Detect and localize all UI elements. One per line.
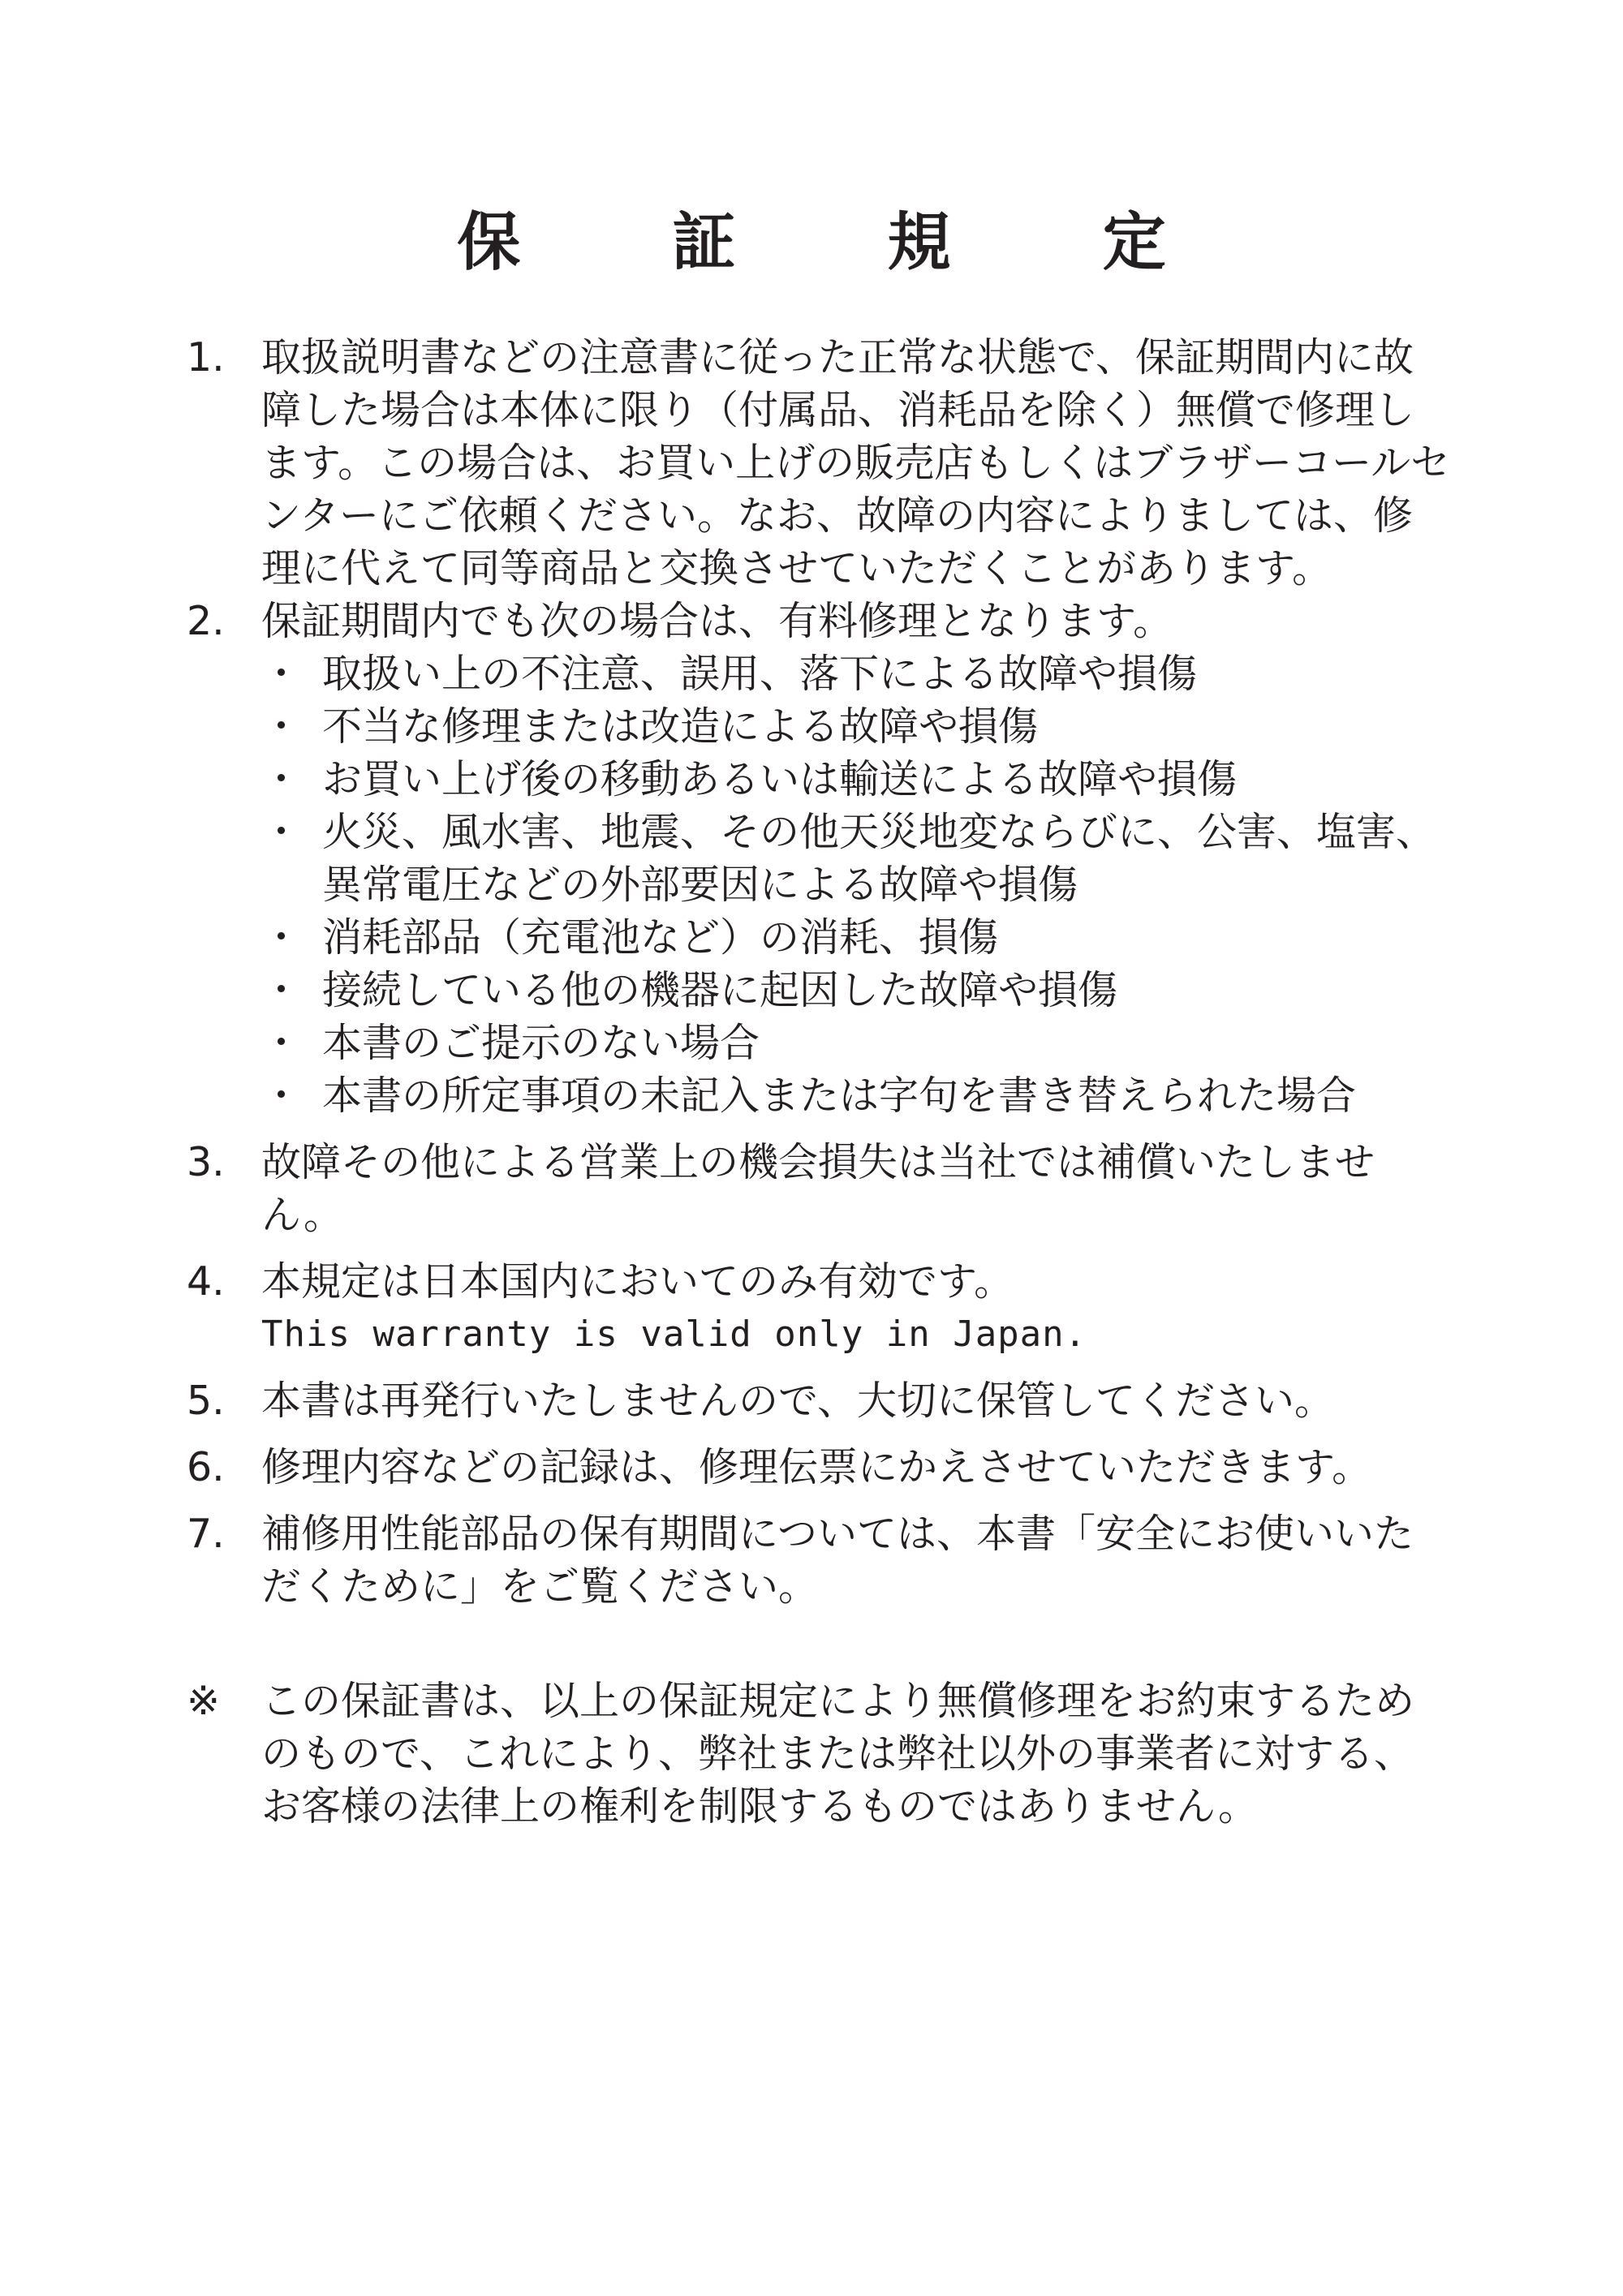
condition-text: 火災、風水害、地震、その他天災地変ならびに、公害、塩害、異常電圧などの外部要因による故障や損傷: [322, 809, 1436, 908]
condition-item: [261, 647, 1453, 700]
condition-text: お買い上げ後の移動あるいは輸送による故障や損傷: [322, 756, 1238, 802]
term-number: 1.: [187, 334, 225, 381]
term-text: 補修用性能部品の保有期間については、本書「安全にお使いいただくために」をご覧ください。: [261, 1511, 1414, 1610]
term-number: 5.: [187, 1378, 225, 1424]
term-5: [187, 1374, 1453, 1427]
condition-item: [261, 700, 1453, 753]
term-number: 2.: [187, 598, 225, 644]
condition-item: [261, 1017, 1453, 1069]
term-text: 取扱説明書などの注意書に従った正常な状態で、保証期間内に故障した場合は本体に限り（付属品、消耗品を除く）無償で修理します。この場合は、お買い上げの販売店もしくはブラザーコールセンターにご依頼ください。なお、故障の内容によりましては、修理に代えて同等商品と交換させていただくことがあります。: [261, 334, 1451, 591]
term-text: 保証期間内でも次の場合は、有料修理となります。: [261, 598, 1173, 644]
condition-text: 本書のご提示のない場合: [322, 1020, 760, 1066]
term-number: 4.: [187, 1258, 225, 1305]
condition-text: 不当な修理または改造による故障や損傷: [322, 703, 1039, 750]
condition-item: [261, 1069, 1453, 1122]
condition-item: [261, 806, 1453, 911]
term-text: 修理内容などの記録は、修理伝票にかえさせていただきます。: [261, 1444, 1372, 1490]
bullet-mark: ・: [261, 914, 302, 961]
english-note: This warranty is valid only in Japan.: [261, 1314, 1087, 1355]
bullet-mark: ・: [261, 756, 302, 802]
term-6: [187, 1441, 1453, 1494]
term-text: 本書は再発行いたしませんので、大切に保管してください。: [261, 1378, 1335, 1424]
term-number: 3.: [187, 1139, 225, 1185]
note-text: この保証書は、以上の保証規定により無償修理をお約束するためのもので、これにより、弊社または弊社以外の事業者に対する、お客様の法律上の権利を制限するものではありません。: [261, 1678, 1415, 1829]
bullet-mark: ・: [261, 967, 302, 1013]
condition-text: 接続している他の機器に起因した故障や損傷: [322, 967, 1118, 1013]
condition-item: [261, 911, 1453, 964]
term-1: [187, 331, 1453, 595]
term-7: [187, 1507, 1453, 1613]
condition-text: 本書の所定事項の未記入または字句を書き替えられた場合: [322, 1073, 1357, 1119]
warranty-terms: [187, 331, 1453, 1833]
term-text: 本規定は日本国内においてのみ有効です。: [261, 1258, 1014, 1305]
condition-item: [261, 964, 1453, 1017]
term-2: [187, 595, 1453, 1122]
bullet-mark: ・: [261, 809, 302, 855]
term-3: [187, 1136, 1453, 1241]
bullet-mark: ・: [261, 1073, 302, 1119]
term-4: [187, 1255, 1453, 1361]
bullet-mark: ・: [261, 1020, 302, 1066]
bullet-mark: ・: [261, 703, 302, 750]
term-text: 故障その他による営業上の機会損失は当社では補償いたしません。: [261, 1139, 1375, 1238]
condition-text: 消耗部品（充電池など）の消耗、損傷: [322, 914, 999, 961]
term-number: 7.: [187, 1511, 225, 1557]
condition-item: [261, 753, 1453, 806]
bullet-mark: ・: [261, 651, 302, 697]
term-number: 6.: [187, 1444, 225, 1490]
paid-repair-conditions: [261, 647, 1453, 1122]
footnote: [187, 1675, 1453, 1833]
document-title: 保 証 規 定: [457, 206, 1231, 279]
condition-text: 取扱い上の不注意、誤用、落下による故障や損傷: [322, 651, 1198, 697]
note-mark: ※: [187, 1678, 221, 1724]
